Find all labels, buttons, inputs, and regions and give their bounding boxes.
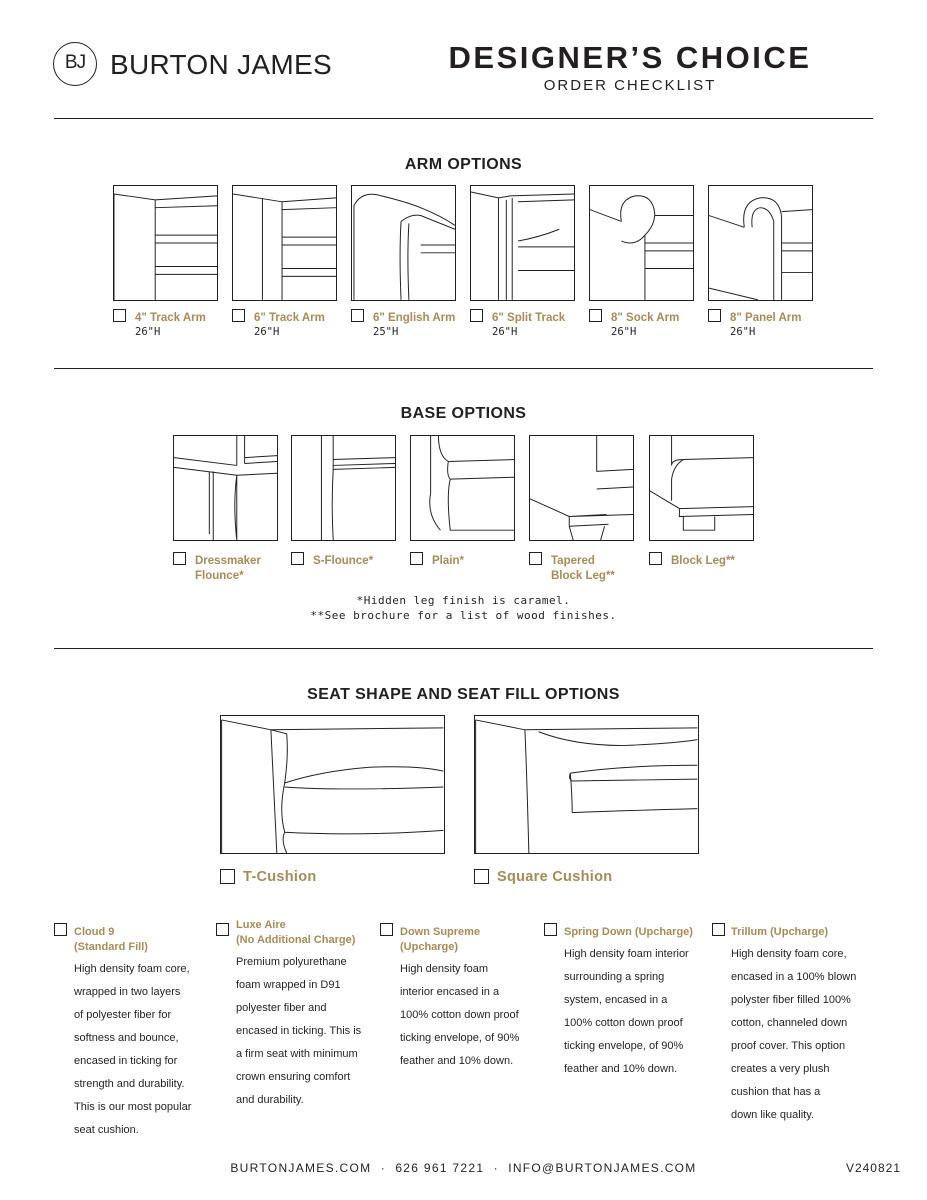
label-tapered-block-leg [551, 554, 615, 584]
footer-contact [54, 1161, 873, 1175]
title-trillum: Trillum (Upcharge) [731, 926, 829, 938]
spring-down-line: feather and 10% down. [564, 1063, 678, 1075]
checkbox-spring-down[interactable] [544, 923, 557, 936]
square-cushion-illustration [474, 715, 699, 854]
track-arm-4-illustration [113, 185, 218, 301]
spring-down-line: High density foam interior [564, 948, 689, 960]
height-sock-arm: 26"H [611, 326, 637, 338]
description-down-supreme [400, 958, 519, 1073]
cloud-9-line: wrapped in two layers [74, 986, 181, 998]
checkbox-luxe-aire[interactable] [216, 923, 229, 936]
luxe-aire-line: encased in ticking. This is [236, 1025, 362, 1037]
label-english-arm: 6" English Arm [373, 312, 456, 324]
label-block-leg: Block Leg** [671, 555, 735, 567]
trillum-line: cotton, channeled down [731, 1017, 848, 1029]
cloud-9-line: softness and bounce, [74, 1032, 179, 1044]
title-down-supreme [400, 925, 480, 955]
cloud-9-line: strength and durability. [74, 1078, 185, 1090]
title-cloud-9 [74, 925, 148, 955]
description-trillum [731, 943, 856, 1127]
trillum-line: proof cover. This option [731, 1040, 846, 1052]
block-leg-illustration [649, 435, 754, 541]
checkbox-tapered-block-leg[interactable] [529, 552, 542, 565]
cloud-9-line: High density foam core, [74, 963, 190, 975]
plain-base-illustration [410, 435, 515, 541]
brand-monogram-logo [53, 42, 97, 86]
description-luxe-aire [236, 951, 361, 1112]
luxe-aire-line: foam wrapped in D91 [236, 979, 341, 991]
down-supreme-line: interior encased in a [400, 986, 500, 998]
label-dressmaker-line1: Dressmaker [195, 555, 261, 567]
checkbox-block-leg[interactable] [649, 552, 662, 565]
title-down-supreme-line2: (Upcharge) [400, 941, 459, 953]
title-cloud-9-line1: Cloud 9 [74, 926, 115, 938]
description-spring-down [564, 943, 689, 1081]
trillum-line: down like quality. [731, 1109, 814, 1121]
s-flounce-illustration [291, 435, 396, 541]
checkbox-track-arm-6[interactable] [232, 309, 245, 322]
footer-website[interactable]: BURTONJAMES.COM [230, 1161, 372, 1175]
luxe-aire-line: polyester fiber and [236, 1002, 327, 1014]
title-spring-down: Spring Down (Upcharge) [564, 926, 693, 938]
checkbox-t-cushion[interactable] [220, 869, 235, 884]
label-split-track-arm: 6" Split Track [492, 312, 566, 324]
tapered-block-leg-illustration [529, 435, 634, 541]
footer-separator: · [493, 1161, 499, 1175]
brand-monogram-text: BJ [64, 52, 86, 73]
title-luxe-aire-line2: (No Additional Charge) [236, 934, 356, 946]
height-track-arm-4: 26"H [135, 326, 161, 338]
luxe-aire-line: crown ensuring comfort [236, 1071, 351, 1083]
t-cushion-illustration [220, 715, 445, 854]
spring-down-line: ticking envelope, of 90% [564, 1040, 684, 1052]
brand-name: BURTON JAMES [110, 49, 332, 80]
title-cloud-9-line2: (Standard Fill) [74, 941, 148, 953]
seat-options-heading: SEAT SHAPE AND SEAT FILL OPTIONS [307, 686, 620, 703]
spring-down-line: 100% cotton down proof [564, 1017, 683, 1029]
footer-phone: 626 961 7221 [395, 1161, 485, 1175]
down-supreme-line: 100% cotton down proof [400, 1009, 519, 1021]
trillum-line: polyster fiber filled 100% [731, 994, 851, 1006]
label-plain-base: Plain* [432, 555, 464, 567]
trillum-line: cushion that has a [731, 1086, 821, 1098]
height-panel-arm: 26"H [730, 326, 756, 338]
checkbox-square-cushion[interactable] [474, 869, 489, 884]
checkbox-sock-arm[interactable] [589, 309, 602, 322]
checkbox-split-track-arm[interactable] [470, 309, 483, 322]
footer-email[interactable]: INFO@BURTONJAMES.COM [508, 1161, 697, 1175]
checkbox-s-flounce[interactable] [291, 552, 304, 565]
label-tapered-line2: Block Leg** [551, 570, 615, 582]
document-subtitle: ORDER CHECKLIST [543, 77, 717, 94]
english-arm-illustration [351, 185, 456, 301]
luxe-aire-line: and durability. [236, 1094, 304, 1106]
cloud-9-line: This is our most popular [74, 1101, 192, 1113]
checkbox-plain-base[interactable] [410, 552, 423, 565]
trillum-line: High density foam core, [731, 948, 847, 960]
document-version: V240821 [845, 1161, 901, 1175]
divider-base-seat [54, 648, 873, 649]
dressmaker-flounce-illustration [173, 435, 278, 541]
down-supreme-line: feather and 10% down. [400, 1055, 514, 1067]
trillum-line: encased in a 100% blown [731, 971, 857, 983]
description-cloud-9 [74, 958, 191, 1142]
trillum-line: creates a very plush [731, 1063, 830, 1075]
label-t-cushion: T-Cushion [243, 869, 317, 885]
label-track-arm-4: 4" Track Arm [135, 312, 206, 324]
document-title: DESIGNER’S CHOICE [448, 40, 812, 75]
checkbox-panel-arm[interactable] [708, 309, 721, 322]
label-dressmaker-line2: Flounce* [195, 570, 244, 582]
checkbox-down-supreme[interactable] [380, 923, 393, 936]
label-panel-arm: 8" Panel Arm [730, 312, 802, 324]
label-dressmaker-flounce [195, 554, 261, 584]
spring-down-line: system, encased in a [564, 994, 668, 1006]
base-note-wood-finishes: **See brochure for a list of wood finishes. [310, 609, 617, 622]
label-s-flounce: S-Flounce* [313, 555, 374, 567]
split-track-arm-illustration [470, 185, 575, 301]
height-track-arm-6: 26"H [254, 326, 280, 338]
label-square-cushion: Square Cushion [497, 869, 613, 885]
sock-arm-illustration [589, 185, 694, 301]
label-tapered-line1: Tapered [551, 555, 595, 567]
checkbox-trillum[interactable] [712, 923, 725, 936]
label-track-arm-6: 6" Track Arm [254, 312, 325, 324]
down-supreme-line: ticking envelope, of 90% [400, 1032, 520, 1044]
arm-options-heading: ARM OPTIONS [404, 156, 523, 173]
divider-header [54, 118, 873, 119]
checkbox-english-arm[interactable] [351, 309, 364, 322]
height-split-track-arm: 26"H [492, 326, 518, 338]
luxe-aire-line: Premium polyurethane [236, 956, 347, 968]
footer-separator: · [380, 1161, 387, 1175]
height-english-arm: 25"H [373, 326, 399, 338]
spring-down-line: surrounding a spring [564, 971, 665, 983]
title-down-supreme-line1: Down Supreme [400, 926, 481, 938]
cloud-9-line: of polyester fiber for [74, 1009, 172, 1021]
label-sock-arm: 8" Sock Arm [611, 312, 680, 324]
base-options-heading: BASE OPTIONS [400, 405, 527, 422]
track-arm-6-illustration [232, 185, 337, 301]
title-luxe-aire-line1: Luxe Aire [236, 919, 286, 931]
checkbox-dressmaker-flounce[interactable] [173, 552, 186, 565]
cloud-9-line: encased in ticking for [74, 1055, 178, 1067]
checkbox-track-arm-4[interactable] [113, 309, 126, 322]
divider-arm-base [54, 368, 873, 369]
base-note-hidden-leg: *Hidden leg finish is caramel. [356, 594, 571, 607]
title-luxe-aire [236, 918, 355, 948]
luxe-aire-line: a firm seat with minimum [236, 1048, 358, 1060]
down-supreme-line: High density foam [400, 963, 489, 975]
checkbox-cloud-9[interactable] [54, 923, 67, 936]
cloud-9-line: seat cushion. [74, 1124, 139, 1136]
panel-arm-illustration [708, 185, 813, 301]
